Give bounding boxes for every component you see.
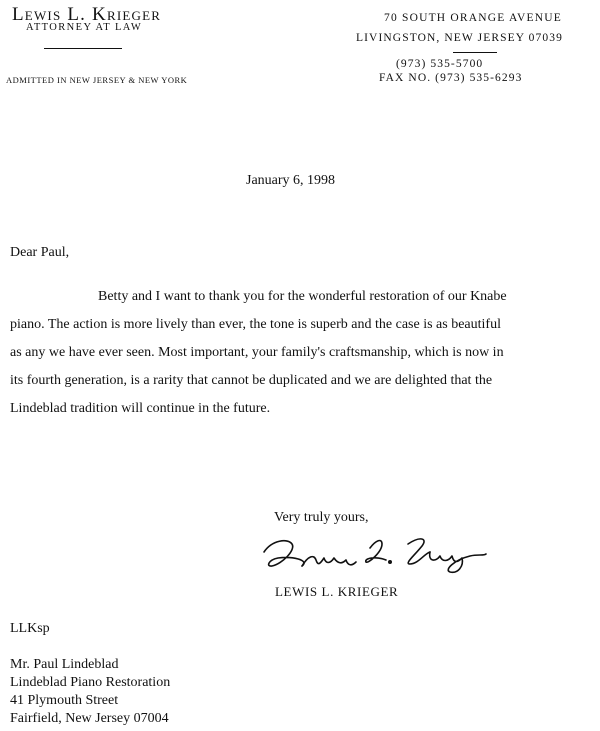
body-line: piano. The action is more lively than ever, the tone is superb and the case is as beautiful bbox=[10, 317, 501, 332]
recipient-address bbox=[10, 656, 170, 728]
letterhead-address-line1: 70 SOUTH ORANGE AVENUE bbox=[384, 12, 562, 24]
recipient-street: 41 Plymouth Street bbox=[10, 693, 119, 708]
typist-initials: LLKsp bbox=[10, 621, 50, 636]
signer-name: LEWIS L. KRIEGER bbox=[275, 584, 399, 599]
body-line: as any we have ever seen. Most important, your family's craftsmanship, which is now in bbox=[10, 345, 504, 360]
letterhead-divider-left bbox=[44, 48, 122, 49]
body-line: its fourth generation, is a rarity that cannot be duplicated and we are delighted that the bbox=[10, 373, 493, 388]
salutation: Dear Paul, bbox=[10, 245, 70, 260]
letter-body bbox=[10, 283, 590, 423]
letterhead-address-line2: LIVINGSTON, NEW JERSEY 07039 bbox=[356, 32, 563, 44]
letterhead-divider-right bbox=[453, 52, 497, 53]
letterhead-admitted: ADMITTED IN NEW JERSEY & NEW YORK bbox=[6, 75, 188, 85]
body-line: Betty and I want to thank you for the wonderful restoration of our Knabe bbox=[98, 289, 507, 304]
recipient-name: Mr. Paul Lindeblad bbox=[10, 657, 119, 672]
signature bbox=[258, 530, 488, 578]
recipient-company: Lindeblad Piano Restoration bbox=[10, 675, 171, 690]
recipient-city: Fairfield, New Jersey 07004 bbox=[10, 711, 169, 726]
letterhead-fax: FAX NO. (973) 535-6293 bbox=[379, 72, 523, 84]
letter-date: January 6, 1998 bbox=[246, 173, 336, 188]
letterhead-title: ATTORNEY AT LAW bbox=[26, 22, 143, 33]
letterhead-phone: (973) 535-5700 bbox=[396, 58, 484, 70]
body-line: Lindeblad tradition will continue in the future. bbox=[10, 401, 271, 416]
letterhead-name: Lewis L. Krieger bbox=[12, 4, 162, 25]
closing: Very truly yours, bbox=[274, 510, 369, 525]
